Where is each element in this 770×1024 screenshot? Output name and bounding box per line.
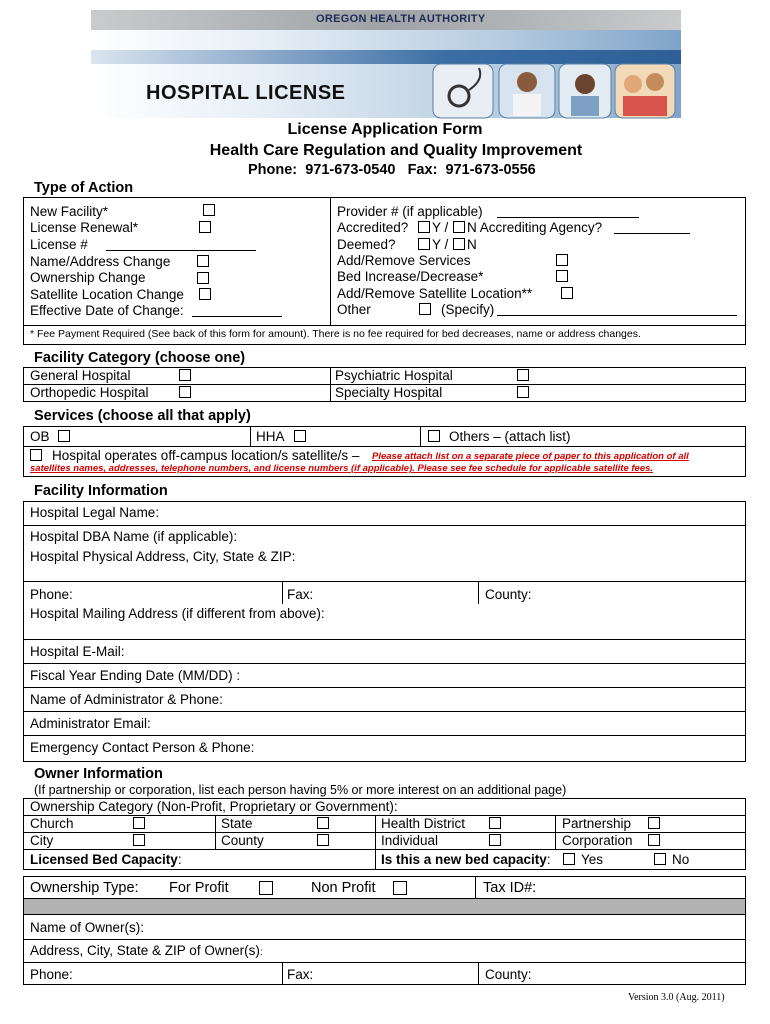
effective-date-label: Effective Date of Change: xyxy=(30,303,184,318)
county-label: County xyxy=(221,833,264,848)
accredited-yes-label: Y / xyxy=(432,220,449,235)
ownership-category-label: Ownership Category (Non-Profit, Proprietary or Government): xyxy=(30,799,398,814)
non-profit-checkbox[interactable] xyxy=(393,881,407,895)
ownership-change-label: Ownership Change xyxy=(30,270,146,285)
oc-divider-3 xyxy=(555,815,556,849)
toa-divider xyxy=(330,197,331,325)
accredited-label: Accredited? xyxy=(337,220,409,235)
gray-separator-bar xyxy=(24,898,745,914)
fi-line-3 xyxy=(23,639,746,640)
psychiatric-hospital-checkbox[interactable] xyxy=(517,369,529,381)
new-bed-capacity-question xyxy=(381,852,551,868)
license-number-label: License # xyxy=(30,237,88,252)
hospital-fax-field[interactable]: Fax: xyxy=(287,587,314,602)
administrator-email-field[interactable]: Administrator Email: xyxy=(30,716,151,731)
satellite-location-change-checkbox[interactable] xyxy=(199,288,211,300)
fi-line-7 xyxy=(23,735,746,736)
partnership-label: Partnership xyxy=(562,816,632,831)
owner-address-field[interactable] xyxy=(30,943,263,961)
owner-fax-field[interactable]: Fax: xyxy=(287,967,314,982)
oc-divider-1 xyxy=(215,815,216,849)
other-checkbox[interactable] xyxy=(419,303,431,315)
administrator-field[interactable]: Name of Administrator & Phone: xyxy=(30,692,223,707)
offcampus-label: Hospital operates off-campus location/s satellite/s – xyxy=(52,448,360,463)
other-label: Other xyxy=(337,302,371,317)
individual-checkbox[interactable] xyxy=(489,834,501,846)
bed-capacity-colon: : xyxy=(177,852,182,867)
owner-county-field[interactable]: County: xyxy=(485,967,532,982)
effective-date-field[interactable] xyxy=(192,316,282,317)
others-checkbox[interactable] xyxy=(428,430,440,442)
licensed-bed-capacity-label: Licensed Bed Capacity xyxy=(30,852,178,867)
ot-line-2 xyxy=(23,914,746,915)
owner-address-colon: : xyxy=(259,947,263,958)
new-facility-label: New Facility* xyxy=(30,204,109,219)
health-district-label: Health District xyxy=(381,816,466,831)
deemed-no-checkbox[interactable] xyxy=(453,238,465,250)
new-facility-checkbox[interactable] xyxy=(203,204,215,216)
fi-line-6 xyxy=(23,711,746,712)
license-renewal-checkbox[interactable] xyxy=(199,221,211,233)
owner-info-note: (If partnership or corporation, list each person having 5% or more interest on an additional page) xyxy=(34,783,567,797)
church-checkbox[interactable] xyxy=(133,817,145,829)
hospital-email-field[interactable]: Hospital E-Mail: xyxy=(30,644,125,659)
new-bed-yes-checkbox[interactable] xyxy=(563,853,575,865)
general-hospital-checkbox[interactable] xyxy=(179,369,191,381)
state-label: State xyxy=(221,816,253,831)
version-label: Version 3.0 (Aug. 2011) xyxy=(628,992,725,1003)
psychiatric-hospital-label: Psychiatric Hospital xyxy=(335,368,453,383)
license-number-field[interactable] xyxy=(106,250,256,251)
bed-change-label: Bed Increase/Decrease* xyxy=(337,269,484,284)
form-title: License Application Form xyxy=(287,121,483,138)
owner-names-field[interactable]: Name of Owner(s): xyxy=(30,920,145,935)
ob-label: OB xyxy=(30,429,50,444)
new-bed-capacity-colon: : xyxy=(546,852,551,867)
fi-phone-divider-1 xyxy=(282,581,283,604)
fee-footnote: * Fee Payment Required (See back of this form for amount). There is no fee required for bed decreases, name or address changes. xyxy=(30,328,641,340)
city-checkbox[interactable] xyxy=(133,834,145,846)
ot-divider-3 xyxy=(478,962,479,985)
add-remove-services-label: Add/Remove Services xyxy=(337,253,471,268)
add-remove-satellite-checkbox[interactable] xyxy=(561,287,573,299)
ot-divider-2 xyxy=(282,962,283,985)
hospital-county-field[interactable]: County: xyxy=(485,587,532,602)
satellite-note-line-2: satellites names, addresses, telephone numbers, and license numbers (if applicable). Please see fee schedule for applicable satellite fees. xyxy=(30,463,654,474)
services-row-line xyxy=(23,446,746,447)
agency-name: OREGON HEALTH AUTHORITY xyxy=(316,13,486,25)
license-title: HOSPITAL LICENSE xyxy=(146,82,346,104)
deemed-yes-checkbox[interactable] xyxy=(418,238,430,250)
toa-footnote-line xyxy=(23,325,746,326)
ot-line-1 xyxy=(23,898,746,899)
satellite-location-change-label: Satellite Location Change xyxy=(30,287,184,302)
specify-label: (Specify) xyxy=(441,302,495,317)
accrediting-agency-field[interactable] xyxy=(614,233,690,234)
bed-change-checkbox[interactable] xyxy=(556,270,568,282)
hha-checkbox[interactable] xyxy=(294,430,306,442)
new-bed-yes-label: Yes xyxy=(581,852,604,867)
deemed-no-label: N xyxy=(467,237,477,252)
for-profit-checkbox[interactable] xyxy=(259,881,273,895)
services-divider-1 xyxy=(250,426,251,446)
banner xyxy=(91,10,681,118)
corporation-checkbox[interactable] xyxy=(648,834,660,846)
name-address-change-checkbox[interactable] xyxy=(197,255,209,267)
satellite-note-line-1: Please attach list on a separate piece of paper to this application of all xyxy=(372,451,689,462)
facility-category-heading: Facility Category (choose one) xyxy=(34,350,246,366)
oc-divider-2 xyxy=(375,815,376,870)
orthopedic-hospital-label: Orthopedic Hospital xyxy=(30,385,149,400)
new-bed-no-checkbox[interactable] xyxy=(654,853,666,865)
for-profit-label: For Profit xyxy=(169,880,229,896)
facility-info-heading: Facility Information xyxy=(34,483,168,499)
fiscal-year-field[interactable]: Fiscal Year Ending Date (MM/DD) : xyxy=(30,668,241,683)
non-profit-label: Non Profit xyxy=(311,880,376,896)
add-remove-services-checkbox[interactable] xyxy=(556,254,568,266)
specialty-hospital-checkbox[interactable] xyxy=(517,386,529,398)
ot-line-3 xyxy=(23,939,746,940)
name-address-change-label: Name/Address Change xyxy=(30,254,171,269)
facility-category-divider xyxy=(330,367,331,402)
add-remove-satellite-label: Add/Remove Satellite Location** xyxy=(337,286,533,301)
corporation-label: Corporation xyxy=(562,833,633,848)
stethoscope-photo xyxy=(433,64,493,118)
photo-collage xyxy=(429,60,679,120)
hospital-mailing-address-field[interactable]: Hospital Mailing Address (if different from above): xyxy=(30,606,325,621)
hha-label: HHA xyxy=(256,429,285,444)
owner-address-label: Address, City, State & ZIP of Owner(s) xyxy=(30,943,260,958)
ownership-type-label: Ownership Type: xyxy=(30,880,139,896)
emergency-contact-field[interactable]: Emergency Contact Person & Phone: xyxy=(30,740,255,755)
ot-line-4 xyxy=(23,962,746,963)
fi-line-5 xyxy=(23,687,746,688)
fi-line-1 xyxy=(23,525,746,526)
county-checkbox[interactable] xyxy=(317,834,329,846)
provider-number-label: Provider # (if applicable) xyxy=(337,204,483,219)
type-of-action-heading: Type of Action xyxy=(34,180,134,196)
hospital-phone-field[interactable]: Phone: xyxy=(30,587,73,602)
new-bed-capacity-label: Is this a new bed capacity xyxy=(381,852,547,867)
license-renewal-label: License Renewal* xyxy=(30,220,139,235)
health-district-checkbox[interactable] xyxy=(489,817,501,829)
owner-phone-field[interactable]: Phone: xyxy=(30,967,73,982)
new-bed-no-label: No xyxy=(672,852,690,867)
hospital-legal-name-field[interactable]: Hospital Legal Name: xyxy=(30,505,160,520)
accrediting-agency-label: N Accrediting Agency? xyxy=(467,220,603,235)
specify-field[interactable] xyxy=(497,315,737,316)
orthopedic-hospital-checkbox[interactable] xyxy=(179,386,191,398)
ownership-change-checkbox[interactable] xyxy=(197,272,209,284)
contact-line: Phone: 971-673-0540 Fax: 971-673-0556 xyxy=(248,162,536,178)
form-subtitle: Health Care Regulation and Quality Improvement xyxy=(209,142,583,159)
ob-checkbox[interactable] xyxy=(58,430,70,442)
church-label: Church xyxy=(30,816,74,831)
deemed-yes-label: Y / xyxy=(432,237,449,252)
individual-label: Individual xyxy=(381,833,439,848)
hospital-dba-name-field[interactable]: Hospital DBA Name (if applicable): xyxy=(30,529,238,544)
offcampus-checkbox[interactable] xyxy=(30,449,42,461)
accredited-yes-checkbox[interactable] xyxy=(418,221,430,233)
ot-divider-1 xyxy=(475,876,476,898)
specialty-hospital-label: Specialty Hospital xyxy=(335,385,443,400)
general-hospital-label: General Hospital xyxy=(30,368,131,383)
city-label: City xyxy=(30,833,54,848)
state-checkbox[interactable] xyxy=(317,817,329,829)
fi-phone-divider-2 xyxy=(478,581,479,604)
owner-info-heading: Owner Information xyxy=(34,766,163,782)
tax-id-field[interactable]: Tax ID#: xyxy=(483,880,537,896)
deemed-label: Deemed? xyxy=(337,237,396,252)
licensed-bed-capacity-field[interactable] xyxy=(30,852,182,868)
hospital-physical-address-field[interactable]: Hospital Physical Address, City, State & ZIP: xyxy=(30,549,296,564)
provider-number-field[interactable] xyxy=(497,217,639,218)
oc-line-3 xyxy=(23,849,746,850)
services-divider-2 xyxy=(420,426,421,446)
services-heading: Services (choose all that apply) xyxy=(34,408,251,424)
others-label: Others – (attach list) xyxy=(449,429,571,444)
fi-line-2 xyxy=(23,581,746,582)
fi-line-4 xyxy=(23,663,746,664)
partnership-checkbox[interactable] xyxy=(648,817,660,829)
accredited-no-checkbox[interactable] xyxy=(453,221,465,233)
